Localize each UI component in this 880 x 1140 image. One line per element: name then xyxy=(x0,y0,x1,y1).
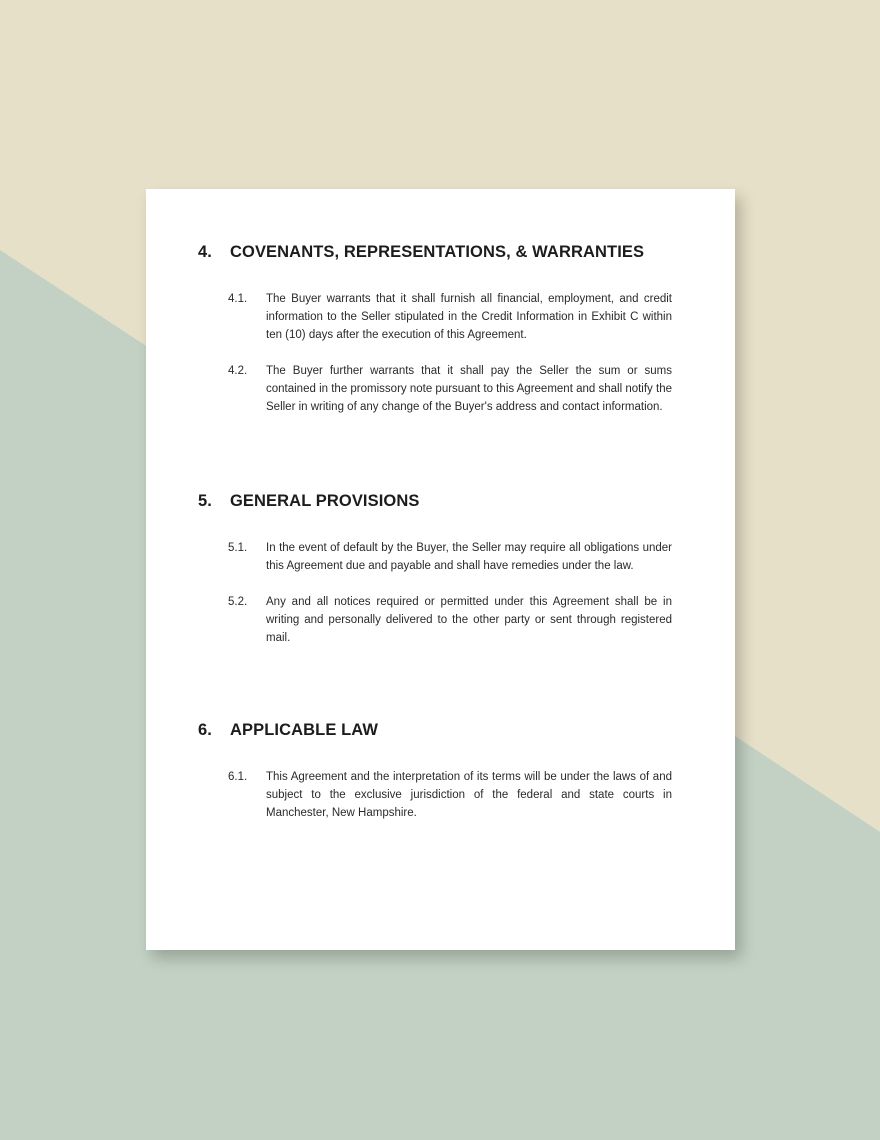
section-6 xyxy=(198,721,672,840)
clause-4-1 xyxy=(228,290,672,344)
clause-text: Any and all notices required or permitted under this Agreement shall be in writing and personally delivered to the other party or sent through registered mail. xyxy=(266,596,672,644)
clause-text: In the event of default by the Buyer, the Seller may require all obligations under this Agreement due and payable and shall have remedies under the law. xyxy=(266,542,672,572)
clause-text: This Agreement and the interpretation of its terms will be under the laws of and subject to the exclusive jurisdiction of the federal and state courts in Manchester, New Hampshire. xyxy=(266,771,672,819)
clause-number: 4.2. xyxy=(228,365,248,377)
section-heading xyxy=(198,721,672,740)
section-number: 4. xyxy=(198,243,212,261)
clause-list xyxy=(198,290,672,416)
document-page xyxy=(146,189,735,950)
section-number: 6. xyxy=(198,721,212,739)
clause-number: 5.1. xyxy=(228,542,248,554)
section-title: APPLICABLE LAW xyxy=(230,721,379,739)
clause-4-2 xyxy=(228,362,672,416)
clause-5-1 xyxy=(228,539,672,575)
clause-list xyxy=(198,768,672,822)
section-heading xyxy=(198,243,672,262)
section-number: 5. xyxy=(198,492,212,510)
clause-6-1 xyxy=(228,768,672,822)
section-heading xyxy=(198,492,672,511)
clause-text: The Buyer warrants that it shall furnish all financial, employment, and credit information to the Seller stipulated in the Credit Information in Exhibit C within ten (10) days after the execution of this Agreement. xyxy=(266,293,672,341)
clause-text: The Buyer further warrants that it shall pay the Seller the sum or sums contained in the promissory note pursuant to this Agreement and shall notify the Seller in writing of any change of the Buyer's address and contact information. xyxy=(266,365,672,413)
section-title: GENERAL PROVISIONS xyxy=(230,492,420,510)
clause-number: 4.1. xyxy=(228,293,248,305)
section-title: COVENANTS, REPRESENTATIONS, & WARRANTIES xyxy=(230,243,645,261)
section-5 xyxy=(198,492,672,665)
clause-number: 5.2. xyxy=(228,596,248,608)
clause-list xyxy=(198,539,672,647)
clause-number: 6.1. xyxy=(228,771,248,783)
section-4 xyxy=(198,243,672,434)
clause-5-2 xyxy=(228,593,672,647)
